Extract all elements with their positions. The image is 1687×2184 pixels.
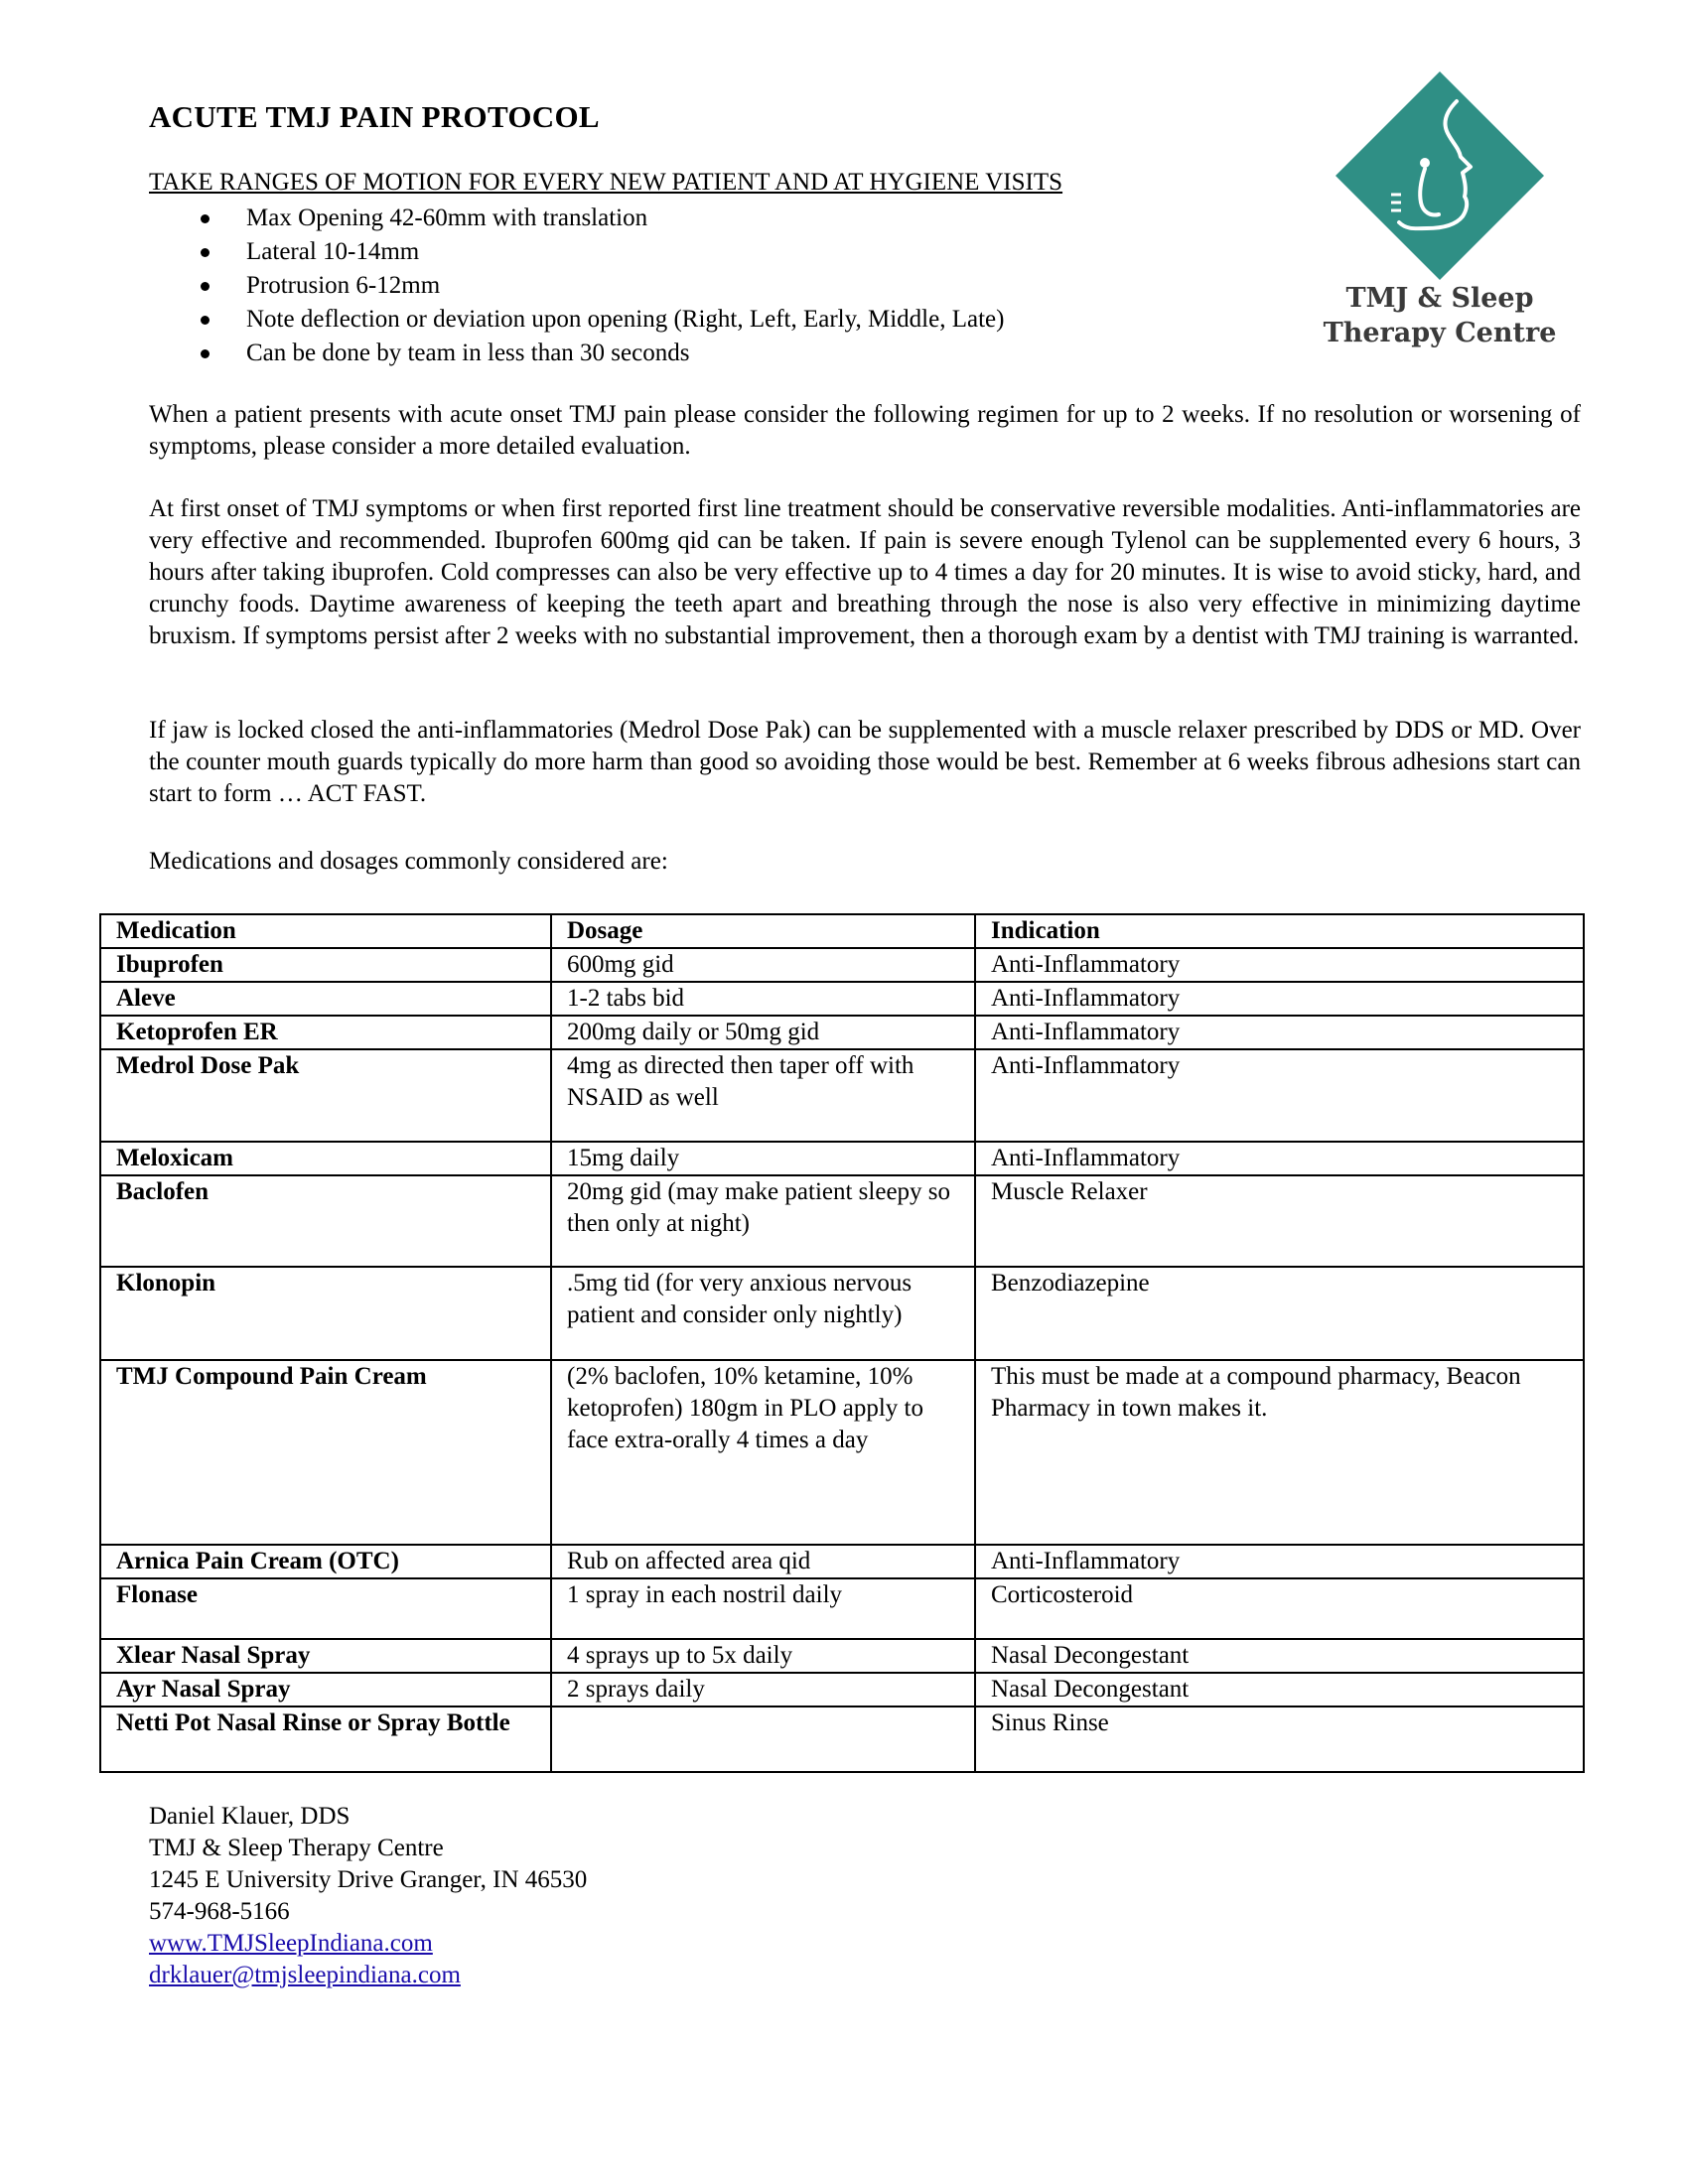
dosage-cell: 2 sprays daily — [551, 1673, 975, 1706]
dosage-cell: 1 spray in each nostril daily — [551, 1578, 975, 1639]
table-row — [100, 1706, 1584, 1772]
range-of-motion-heading: TAKE RANGES OF MOTION FOR EVERY NEW PATIENT AND AT HYGIENE VISITS — [149, 169, 1063, 196]
table-row — [100, 1545, 1584, 1578]
medications-intro: Medications and dosages commonly considered are: — [149, 848, 668, 875]
dosage-cell: 4mg as directed then taper off with NSAID as well — [551, 1049, 975, 1142]
logo-line-2: Therapy Centre — [1323, 318, 1557, 348]
face-profile-icon — [1336, 71, 1544, 280]
table-header-row — [100, 914, 1584, 948]
website-link[interactable]: www.TMJSleepIndiana.com — [149, 1930, 433, 1957]
medication-cell: Ayr Nasal Spray — [100, 1673, 551, 1706]
list-item-text: Lateral 10-14mm — [246, 238, 420, 265]
indication-cell: Anti-Inflammatory — [975, 1049, 1584, 1142]
medication-cell: Klonopin — [100, 1267, 551, 1360]
medication-cell: Ketoprofen ER — [100, 1016, 551, 1049]
logo-text — [1291, 281, 1589, 350]
indication-cell: This must be made at a compound pharmacy, Beacon Pharmacy in town makes it. — [975, 1360, 1584, 1545]
list-item — [149, 235, 1004, 269]
medication-cell: Medrol Dose Pak — [100, 1049, 551, 1142]
signature-block — [149, 1801, 587, 1991]
doctor-name: Daniel Klauer, DDS — [149, 1803, 351, 1830]
indication-cell: Anti-Inflammatory — [975, 948, 1584, 982]
phone-number: 574-968-5166 — [149, 1898, 290, 1925]
bullet-icon — [201, 316, 210, 325]
list-item — [149, 202, 1004, 235]
dosage-cell — [551, 1706, 975, 1772]
indication-cell: Muscle Relaxer — [975, 1175, 1584, 1267]
table-row — [100, 1673, 1584, 1706]
practice-logo — [1291, 69, 1589, 367]
indication-cell: Nasal Decongestant — [975, 1639, 1584, 1673]
range-of-motion-list — [149, 202, 1004, 370]
list-item — [149, 303, 1004, 337]
list-item-text: Can be done by team in less than 30 seconds — [246, 340, 690, 366]
dosage-cell: .5mg tid (for very anxious nervous patient and consider only nightly) — [551, 1267, 975, 1360]
dosage-cell: 15mg daily — [551, 1142, 975, 1175]
dosage-cell: (2% baclofen, 10% ketamine, 10% ketoprofen) 180gm in PLO apply to face extra-orally 4 times a day — [551, 1360, 975, 1545]
column-header-dosage: Dosage — [551, 914, 975, 948]
table-row — [100, 982, 1584, 1016]
indication-cell: Anti-Inflammatory — [975, 982, 1584, 1016]
first-line-treatment-paragraph: At first onset of TMJ symptoms or when first reported first line treatment should be conservative reversible modalities. Anti-inflammatories are very effective and recommended. Ibuprofen 600mg qid can be taken. If pain is severe enough Tylenol can be supplemented every 6 hours, 3 hours after taking ibuprofen. Cold compresses can also be very effective up to 4 times a day for 20 minutes. It is wise to avoid sticky, hard, and crunchy foods. Daytime awareness of keeping the teeth apart and breathing through the nose is also very effective in minimizing daytime bruxism. If symptoms persist after 2 weeks with no substantial improvement, then a thorough exam by a dentist with TMJ training is warranted. — [149, 495, 1581, 649]
dosage-cell: 20mg gid (may make patient sleepy so then only at night) — [551, 1175, 975, 1267]
medication-table — [99, 913, 1585, 1773]
list-item — [149, 337, 1004, 370]
medication-cell: Meloxicam — [100, 1142, 551, 1175]
table-row — [100, 1175, 1584, 1267]
dosage-cell: Rub on affected area qid — [551, 1545, 975, 1578]
bullet-icon — [201, 349, 210, 358]
indication-cell: Anti-Inflammatory — [975, 1545, 1584, 1578]
bullet-icon — [201, 214, 210, 223]
dosage-cell: 600mg gid — [551, 948, 975, 982]
medication-cell: Ibuprofen — [100, 948, 551, 982]
indication-cell: Nasal Decongestant — [975, 1673, 1584, 1706]
practice-name: TMJ & Sleep Therapy Centre — [149, 1835, 444, 1861]
practice-address: 1245 E University Drive Granger, IN 46530 — [149, 1866, 588, 1893]
table-row — [100, 1267, 1584, 1360]
table-row — [100, 1639, 1584, 1673]
medication-cell: Flonase — [100, 1578, 551, 1639]
table-row — [100, 1049, 1584, 1142]
table-row — [100, 1578, 1584, 1639]
table-row — [100, 1360, 1584, 1545]
page-title: ACUTE TMJ PAIN PROTOCOL — [149, 99, 600, 134]
list-item — [149, 269, 1004, 303]
indication-cell: Anti-Inflammatory — [975, 1016, 1584, 1049]
bullet-icon — [201, 282, 210, 291]
list-item-text: Note deflection or deviation upon opening (Right, Left, Early, Middle, Late) — [246, 306, 1005, 333]
medication-cell: Aleve — [100, 982, 551, 1016]
medication-cell: Netti Pot Nasal Rinse or Spray Bottle — [100, 1706, 551, 1772]
table-row — [100, 1016, 1584, 1049]
medication-cell: Arnica Pain Cream (OTC) — [100, 1545, 551, 1578]
column-header-medication: Medication — [100, 914, 551, 948]
dosage-cell: 4 sprays up to 5x daily — [551, 1639, 975, 1673]
indication-cell: Anti-Inflammatory — [975, 1142, 1584, 1175]
medication-cell: Baclofen — [100, 1175, 551, 1267]
medication-cell: TMJ Compound Pain Cream — [100, 1360, 551, 1545]
bullet-icon — [201, 248, 210, 257]
logo-line-1: TMJ & Sleep — [1345, 283, 1534, 314]
column-header-indication: Indication — [975, 914, 1584, 948]
list-item-text: Protrusion 6-12mm — [246, 272, 441, 299]
list-item-text: Max Opening 42-60mm with translation — [246, 205, 648, 231]
table-row — [100, 1142, 1584, 1175]
dosage-cell: 1-2 tabs bid — [551, 982, 975, 1016]
table-row — [100, 948, 1584, 982]
indication-cell: Benzodiazepine — [975, 1267, 1584, 1360]
locked-jaw-paragraph: If jaw is locked closed the anti-inflammatories (Medrol Dose Pak) can be supplemented with a muscle relaxer prescribed by DDS or MD. Over the counter mouth guards typically do more harm than good so avoiding those would be best. Remember at 6 weeks fibrous adhesions start can start to form … ACT FAST. — [149, 717, 1581, 807]
indication-cell: Corticosteroid — [975, 1578, 1584, 1639]
indication-cell: Sinus Rinse — [975, 1706, 1584, 1772]
medication-cell: Xlear Nasal Spray — [100, 1639, 551, 1673]
email-link[interactable]: drklauer@tmjsleepindiana.com — [149, 1962, 461, 1988]
intro-paragraph: When a patient presents with acute onset TMJ pain please consider the following regimen for up to 2 weeks. If no resolution or worsening of symptoms, please consider a more detailed evaluation. — [149, 401, 1581, 460]
dosage-cell: 200mg daily or 50mg gid — [551, 1016, 975, 1049]
